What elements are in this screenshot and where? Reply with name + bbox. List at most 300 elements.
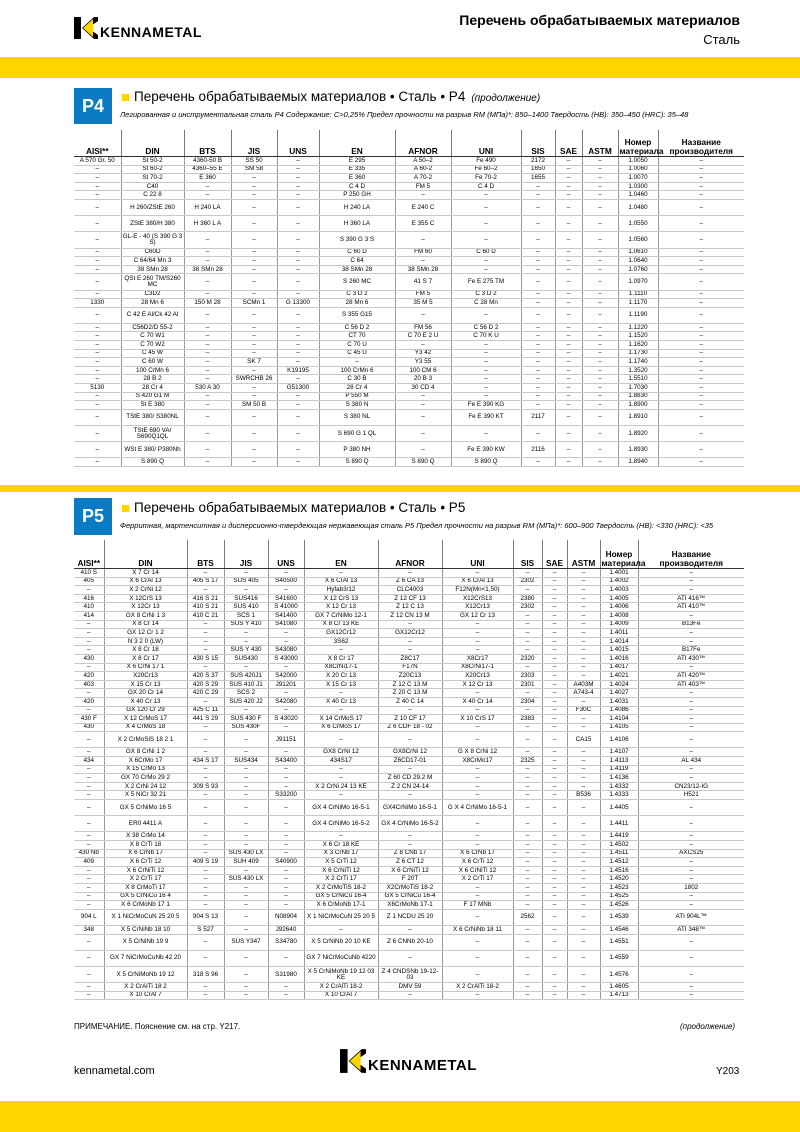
table-row xyxy=(74,274,744,290)
table-cell: – xyxy=(442,832,513,841)
table-cell: – xyxy=(184,307,231,323)
table-cell: – xyxy=(187,663,224,672)
column-header: Номер материала xyxy=(618,130,658,157)
table-cell: X 6 CrNiTi 12 xyxy=(104,866,187,875)
table-cell: – xyxy=(658,332,744,341)
table-cell: Z 6 CNNb 20-10 xyxy=(378,934,442,950)
table-cell: – xyxy=(451,341,521,350)
table-cell: – xyxy=(658,392,744,401)
table-cell: X 6 CrNb 17 xyxy=(442,849,513,858)
table-row xyxy=(74,586,744,595)
table-row xyxy=(74,765,744,774)
table-cell: – xyxy=(268,637,304,646)
table-cell: – xyxy=(513,866,542,875)
table-cell: S40900 xyxy=(268,858,304,867)
table-cell: 1802 xyxy=(638,883,744,892)
table-cell: – xyxy=(74,637,104,646)
table-cell: X 8 CrTi 18 xyxy=(104,841,187,850)
table-row xyxy=(74,458,744,467)
table-cell: 150 M 28 xyxy=(184,299,231,308)
table-cell: Z 6 CA 13 xyxy=(378,577,442,586)
table-cell: – xyxy=(224,791,268,800)
table-cell: SUH 409 xyxy=(224,858,268,867)
table-cell: 410 S xyxy=(74,569,104,578)
table-cell: – xyxy=(74,426,121,442)
table-cell: – xyxy=(555,442,582,458)
table-cell: 1.4511 xyxy=(600,849,638,858)
table-cell: – xyxy=(555,409,582,425)
table-cell: 1.4546 xyxy=(600,925,638,934)
section-bullet-icon xyxy=(122,94,129,101)
table-cell: – xyxy=(513,991,542,1000)
table-cell: – xyxy=(268,950,304,966)
table-cell: – xyxy=(638,934,744,950)
table-cell: – xyxy=(187,866,224,875)
table-cell: – xyxy=(187,883,224,892)
table-cell: GX 12 Cr 13 xyxy=(442,611,513,620)
table-cell: X 1 NiCrMoCuN 25 20 5 xyxy=(104,909,187,925)
table-cell: – xyxy=(658,384,744,393)
table-cell: GX 4 CrNiMo 16-5-2 xyxy=(378,816,442,832)
table-cell: GX 7 NiCrMoCuNb 4220 xyxy=(304,950,378,966)
table-cell: St 70-2 xyxy=(121,174,184,183)
table-cell: Z20C13 xyxy=(378,672,442,681)
table-cell: – xyxy=(542,577,567,586)
table-cell: SUS434 xyxy=(224,757,268,766)
table-cell: 1.1730 xyxy=(618,349,658,358)
table-cell: – xyxy=(521,290,555,299)
table-cell: – xyxy=(378,950,442,966)
table-cell: – xyxy=(231,216,277,232)
table-cell: – xyxy=(582,248,618,257)
table-cell: – xyxy=(638,586,744,595)
table-cell: – xyxy=(277,375,319,384)
table-cell: – xyxy=(513,875,542,884)
table-cell: – xyxy=(442,620,513,629)
table-row xyxy=(74,774,744,783)
table-cell: – xyxy=(638,892,744,901)
table-cell: C 45 U xyxy=(319,349,395,358)
table-row xyxy=(74,901,744,910)
table-cell: – xyxy=(658,442,744,458)
table-cell: – xyxy=(378,765,442,774)
table-cell: E 355 C xyxy=(395,216,451,232)
table-cell: X 6 CrMoNb 17 1 xyxy=(104,901,187,910)
table-cell: P 380 NH xyxy=(319,442,395,458)
table-cell: – xyxy=(638,875,744,884)
table-row xyxy=(74,157,744,166)
table-cell: – xyxy=(555,458,582,467)
table-cell: GX 4 CrNiMo 16-5-2 xyxy=(304,816,378,832)
table-cell: – xyxy=(555,358,582,367)
table-cell: S40500 xyxy=(268,577,304,586)
table-cell: E 360 xyxy=(184,174,231,183)
table-cell: – xyxy=(542,637,567,646)
table-cell: – xyxy=(542,832,567,841)
table-cell: – xyxy=(184,401,231,410)
table-cell: 904 L xyxy=(74,909,104,925)
table-cell: 2380 xyxy=(513,594,542,603)
table-cell: – xyxy=(224,774,268,783)
table-cell: – xyxy=(567,892,600,901)
table-cell: X8Cr17 xyxy=(442,654,513,663)
table-cell: AL 434 xyxy=(638,757,744,766)
table-cell: – xyxy=(658,182,744,191)
table-cell: S41600 xyxy=(268,594,304,603)
table-cell: – xyxy=(74,199,121,215)
table-cell: 1.1520 xyxy=(618,332,658,341)
table-cell: 1.8900 xyxy=(618,401,658,410)
table-row xyxy=(74,723,744,732)
table-cell: – xyxy=(658,307,744,323)
table-cell: X 6 Cr 18 KE xyxy=(304,841,378,850)
table-cell: 1.1740 xyxy=(618,358,658,367)
table-cell: – xyxy=(542,748,567,757)
table-cell: – xyxy=(542,909,567,925)
table-cell: – xyxy=(231,323,277,332)
table-cell: – xyxy=(513,983,542,992)
table-cell: Z 6 CDF 18 - 02 xyxy=(378,723,442,732)
table-cell: 1.1220 xyxy=(618,323,658,332)
table-cell: X 5 CrNiNb 19 9 xyxy=(104,934,187,950)
table-cell: – xyxy=(555,426,582,442)
table-cell: K19195 xyxy=(277,366,319,375)
table-cell: – xyxy=(567,577,600,586)
table-cell: – xyxy=(521,265,555,274)
table-cell: – xyxy=(567,909,600,925)
table-cell: 1.0560 xyxy=(618,232,658,248)
table-cell: – xyxy=(555,157,582,166)
table-cell: – xyxy=(231,290,277,299)
table-row xyxy=(74,409,744,425)
table-cell: – xyxy=(638,774,744,783)
table-cell: – xyxy=(567,620,600,629)
table-cell: – xyxy=(555,401,582,410)
table-cell: 1.4008 xyxy=(600,611,638,620)
kennametal-logo xyxy=(74,16,202,40)
table-cell: J91151 xyxy=(268,732,304,748)
table-cell: – xyxy=(74,646,104,655)
table-cell: C 30 B xyxy=(319,375,395,384)
table-cell: – xyxy=(555,384,582,393)
section-title-continued: (продолжение) xyxy=(471,93,541,104)
table-cell: 405 S 17 xyxy=(187,577,224,586)
table-cell: – xyxy=(74,689,104,698)
table-cell: 416 S 21 xyxy=(187,594,224,603)
table-cell: – xyxy=(567,654,600,663)
table-cell: – xyxy=(513,849,542,858)
table-cell: GL-E - 40 (S 390 G 3 S) xyxy=(121,232,184,248)
table-cell: – xyxy=(513,841,542,850)
table-cell: – xyxy=(542,841,567,850)
table-cell: – xyxy=(567,858,600,867)
table-cell: X 12 Cr 13 xyxy=(442,680,513,689)
table-row xyxy=(74,594,744,603)
table-cell: – xyxy=(378,646,442,655)
table-cell: 2172 xyxy=(521,157,555,166)
table-row xyxy=(74,307,744,323)
table-cell: AXCS25 xyxy=(638,849,744,858)
table-cell: – xyxy=(582,341,618,350)
column-header: DIN xyxy=(121,130,184,157)
table-cell: – xyxy=(231,392,277,401)
table-cell: – xyxy=(74,191,121,200)
table-cell: X 6 CrNiTi 12 xyxy=(442,866,513,875)
kennametal-footer-logo xyxy=(340,1047,477,1074)
table-cell: – xyxy=(567,782,600,791)
table-cell: – xyxy=(658,232,744,248)
table-row xyxy=(74,858,744,867)
table-cell: – xyxy=(187,892,224,901)
table-cell: – xyxy=(74,620,104,629)
table-cell: GX8 CrNi 12 xyxy=(304,748,378,757)
table-cell: – xyxy=(277,458,319,467)
table-cell: – xyxy=(268,816,304,832)
table-cell: 1.4523 xyxy=(600,883,638,892)
table-cell: – xyxy=(74,934,104,950)
table-cell: – xyxy=(442,706,513,715)
table-cell: 5130 xyxy=(74,384,121,393)
table-cell: A403M xyxy=(567,680,600,689)
table-cell: – xyxy=(542,672,567,681)
table-cell: – xyxy=(268,892,304,901)
table-cell: 420 S 37 xyxy=(187,672,224,681)
table-cell: S42080 xyxy=(268,697,304,706)
table-cell: – xyxy=(567,901,600,910)
table-cell: – xyxy=(224,782,268,791)
table-cell: – xyxy=(513,663,542,672)
table-cell: – xyxy=(567,586,600,595)
table-cell: – xyxy=(224,909,268,925)
table-cell: ATI 416™ xyxy=(638,594,744,603)
table-cell: – xyxy=(442,689,513,698)
table-cell: – xyxy=(638,732,744,748)
table-cell: X 6 CrTi 12 xyxy=(442,858,513,867)
materials-table-p4 xyxy=(74,130,744,467)
table-cell: A 60-2 xyxy=(395,165,451,174)
table-cell: – xyxy=(567,849,600,858)
table-cell: X 2 CrTi 17 xyxy=(442,875,513,884)
table-cell: 441 S 29 xyxy=(187,715,224,724)
column-header: AFNOR xyxy=(395,130,451,157)
table-cell: 1.4526 xyxy=(600,901,638,910)
table-cell: – xyxy=(277,165,319,174)
table-cell: – xyxy=(513,832,542,841)
table-cell: SCS 1 xyxy=(224,611,268,620)
table-cell: SUS Y 430 xyxy=(224,646,268,655)
table-cell: S43400 xyxy=(268,757,304,766)
table-cell: S 890 Q xyxy=(121,458,184,467)
table-cell: – xyxy=(231,409,277,425)
table-row xyxy=(74,426,744,442)
table-cell: – xyxy=(277,216,319,232)
table-cell: – xyxy=(74,442,121,458)
table-cell: GX 5 CrNiCu 16 4 xyxy=(104,892,187,901)
table-row xyxy=(74,715,744,724)
table-cell: 1.7030 xyxy=(618,384,658,393)
column-header: SIS xyxy=(521,130,555,157)
table-cell: – xyxy=(567,637,600,646)
table-cell: – xyxy=(277,157,319,166)
table-cell: – xyxy=(555,392,582,401)
table-cell: – xyxy=(187,832,224,841)
table-cell: X8CrNi17-1 xyxy=(442,663,513,672)
table-cell: – xyxy=(521,349,555,358)
table-cell: – xyxy=(395,257,451,266)
table-cell: – xyxy=(74,748,104,757)
table-cell: Fe 490 xyxy=(451,157,521,166)
table-cell: 1.8830 xyxy=(618,392,658,401)
table-cell: – xyxy=(542,892,567,901)
kennametal-logo-mark-icon xyxy=(340,1049,366,1073)
table-cell: – xyxy=(555,307,582,323)
table-cell: – xyxy=(74,165,121,174)
table-cell: – xyxy=(277,199,319,215)
table-cell: S 43020 xyxy=(268,715,304,724)
table-cell: S41400 xyxy=(268,611,304,620)
table-cell: N 3 2 0 (LW) xyxy=(104,637,187,646)
table-cell: X8CrNi17-1 xyxy=(304,663,378,672)
table-cell: – xyxy=(277,174,319,183)
table-cell: X 6 CrNi 17 1 xyxy=(104,663,187,672)
table-cell: X 12 CrMoS 17 xyxy=(104,715,187,724)
table-cell: – xyxy=(74,586,104,595)
table-cell: – xyxy=(638,697,744,706)
table-cell: – xyxy=(277,265,319,274)
section-desc-p4: Легированная и инструментальная сталь P4 Содержание: C>0,25% Предел прочности на разрыв RM (МПа)*: 850–1400 Твердость (HB): 350–450 (HRC): 35–48 xyxy=(120,110,689,119)
table-row xyxy=(74,358,744,367)
table-cell: 416 xyxy=(74,594,104,603)
table-cell: – xyxy=(582,307,618,323)
table-cell: – xyxy=(378,706,442,715)
table-cell: S 890 Q xyxy=(319,458,395,467)
table-cell: – xyxy=(555,257,582,266)
table-cell: – xyxy=(268,689,304,698)
table-cell: 1.4014 xyxy=(600,637,638,646)
table-cell: SUS 410 xyxy=(224,603,268,612)
table-cell: – xyxy=(224,832,268,841)
table-cell: B17Fe xyxy=(638,646,744,655)
table-cell: – xyxy=(658,216,744,232)
table-cell: 2325 xyxy=(513,757,542,766)
table-cell: E 295 xyxy=(319,157,395,166)
table-cell: – xyxy=(187,765,224,774)
table-cell: GX8CrNi 12 xyxy=(378,748,442,757)
table-cell: – xyxy=(74,232,121,248)
table-row xyxy=(74,384,744,393)
yellow-band-top xyxy=(0,57,800,78)
table-cell: – xyxy=(582,274,618,290)
table-cell: – xyxy=(231,232,277,248)
table-cell: – xyxy=(187,646,224,655)
table-cell: Z 6 CT 12 xyxy=(378,858,442,867)
table-cell: – xyxy=(638,950,744,966)
table-cell: – xyxy=(513,765,542,774)
table-cell: 2302 xyxy=(513,603,542,612)
table-cell: – xyxy=(658,165,744,174)
table-row xyxy=(74,174,744,183)
table-cell: X 6 CrNiNb 18 11 xyxy=(442,925,513,934)
table-cell: C 70 W1 xyxy=(121,332,184,341)
table-cell: ATI 348™ xyxy=(638,925,744,934)
table-cell: – xyxy=(442,765,513,774)
table-cell: – xyxy=(231,426,277,442)
table-cell: – xyxy=(442,909,513,925)
table-cell: – xyxy=(231,274,277,290)
table-cell: 1.0300 xyxy=(618,182,658,191)
table-cell: – xyxy=(451,358,521,367)
table-cell: C56D2/D 55-2 xyxy=(121,323,184,332)
table-cell: – xyxy=(74,257,121,266)
table-cell: – xyxy=(378,637,442,646)
table-cell: – xyxy=(582,392,618,401)
table-cell: – xyxy=(521,458,555,467)
table-cell: GX 8 CrNi 1 2 xyxy=(104,748,187,757)
table-cell: SM 58 xyxy=(231,165,277,174)
table-cell: S31980 xyxy=(268,966,304,982)
table-cell: TStE 380/ S380NL xyxy=(121,409,184,425)
table-cell: – xyxy=(378,620,442,629)
table-cell: – xyxy=(521,375,555,384)
table-cell: 1.0640 xyxy=(618,257,658,266)
page-header-subtitle: Сталь xyxy=(703,32,740,47)
table-cell: 1655 xyxy=(521,174,555,183)
table-cell: – xyxy=(268,723,304,732)
table-cell: – xyxy=(74,706,104,715)
table-cell: – xyxy=(268,866,304,875)
table-cell: 1.4119 xyxy=(600,765,638,774)
table-cell: – xyxy=(277,307,319,323)
table-cell: – xyxy=(542,680,567,689)
table-cell: – xyxy=(658,274,744,290)
table-cell: 430 xyxy=(74,723,104,732)
table-cell: – xyxy=(582,442,618,458)
table-cell: – xyxy=(231,332,277,341)
table-cell: ATI 430™ xyxy=(638,654,744,663)
table-cell: X 7 Cr 14 xyxy=(104,569,187,578)
table-cell: X 6 CrAl 13 xyxy=(442,577,513,586)
table-cell: – xyxy=(513,782,542,791)
table-cell: 1.4605 xyxy=(600,983,638,992)
table-cell: – xyxy=(513,689,542,698)
table-cell: 1.8940 xyxy=(618,458,658,467)
table-cell: – xyxy=(268,569,304,578)
column-header: JIS xyxy=(231,130,277,157)
table-cell: – xyxy=(658,323,744,332)
table-cell: C 4 D xyxy=(319,182,395,191)
table-cell: – xyxy=(378,925,442,934)
table-cell: Fe 60–2 xyxy=(451,165,521,174)
table-cell: 1.4024 xyxy=(600,680,638,689)
table-row xyxy=(74,366,744,375)
table-cell: SWRCHB 26 xyxy=(231,375,277,384)
footer-url-link[interactable]: kennametal.com xyxy=(74,1065,155,1077)
table-cell: – xyxy=(74,366,121,375)
table-cell: X 38 CrMo 14 xyxy=(104,832,187,841)
table-cell: S 527 xyxy=(187,925,224,934)
table-cell: – xyxy=(395,426,451,442)
table-cell: Z 12 C 13 xyxy=(378,603,442,612)
table-cell: – xyxy=(638,901,744,910)
table-cell: – xyxy=(638,689,744,698)
table-cell: 1.4105 xyxy=(600,723,638,732)
table-cell: – xyxy=(277,323,319,332)
table-cell: X 20 Cr 13 xyxy=(304,672,378,681)
table-cell: – xyxy=(442,991,513,1000)
table-row xyxy=(74,332,744,341)
table-cell: – xyxy=(567,723,600,732)
table-cell: 1.4551 xyxy=(600,934,638,950)
